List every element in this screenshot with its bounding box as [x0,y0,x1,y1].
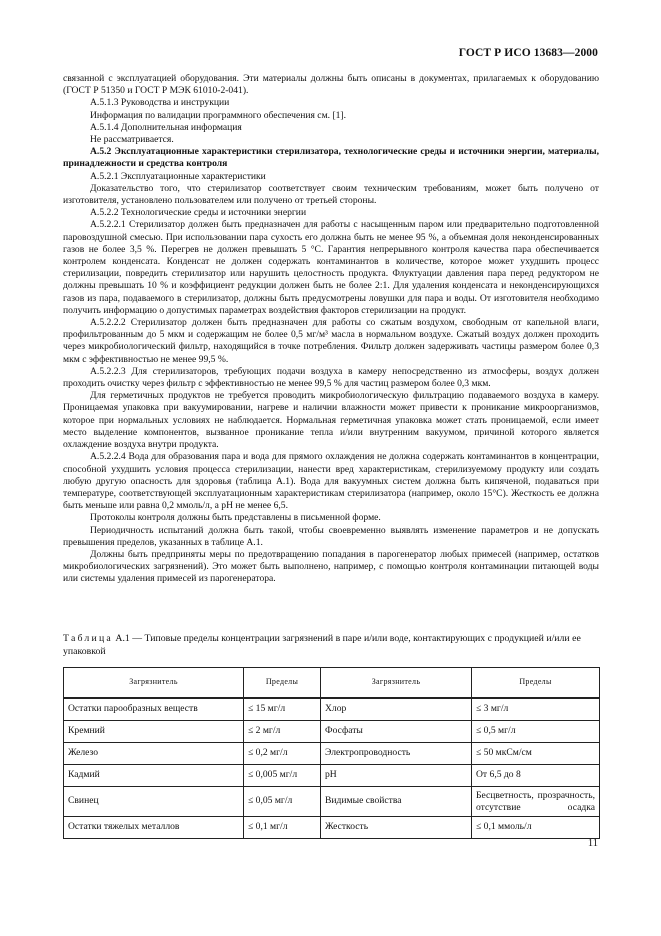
table-cell: ≤ 2 мг/л [244,721,321,743]
paragraph: связанной с эксплуатацией оборудования. Эти материалы должны быть описаны в документах, прилагаемых к оборудованию (ГОСТ Р 51350 и ГОСТ Р МЭК 61010-2-041). [63,73,599,97]
table-cell: Железо [64,743,244,765]
section-heading: А.5.1.3 Руководства и инструкции [90,97,230,109]
table-cell: Остатки парообразных веществ [64,698,244,721]
column-header: Пределы [472,668,600,699]
column-header: Пределы [244,668,321,699]
table-cell: Остатки тяжелых металлов [64,817,244,839]
column-header: Загрязнитель [64,668,244,699]
table-row [64,765,600,787]
table-cell: От 6,5 до 8 [472,765,600,787]
paragraph: Протоколы контроля должны быть представлены в письменной форме. [90,512,381,524]
table-cell: ≤ 15 мг/л [244,698,321,721]
table-cell: Бесцветность, прозрачность, отсутствие осадка [472,787,600,817]
table-row [64,787,600,817]
section-heading: А.5.2.1 Эксплуатационные характеристики [90,170,266,182]
table-row [64,743,600,765]
table-cell: ≤ 0,5 мг/л [472,721,600,743]
table-cell: ≤ 3 мг/л [472,698,600,721]
paragraph: А.5.2.2.4 Вода для образования пара и вода для прямого охлаждения не должна содержать контаминантов в концентрации, способной ухудшить условия процесса стерилизации, нанести вред характеристикам, стерилизуемому продукту или создать любую другую опасность для здоровья (таблица А.1). Вода для вакуумных систем должна быть кипяченой, подаваться при температуре, соответствующей эксплуатационным характеристикам стерилизатора (например, около 15°С). Жесткость ее должна быть меньше или равна 0,2 ммоль/л, а pH не менее 6,5. [63,451,599,512]
table-cell: ≤ 0,1 мг/л [244,817,321,839]
table-cell: Кадмий [64,765,244,787]
table-cell: Фосфаты [321,721,472,743]
paragraph: Информация по валидации программного обеспечения см. [1]. [90,109,347,121]
column-header: Загрязнитель [321,668,472,699]
document-code-header: ГОСТ Р ИСО 13683—2000 [458,47,598,59]
table-caption-label: Таблица [63,633,113,644]
table-cell: Электропроводность [321,743,472,765]
paragraph: Не рассматривается. [90,134,174,146]
paragraph: А.5.2.2.2 Стерилизатор должен быть предназначен для работы со сжатым воздухом, свободным от капельной влаги, профильтрованным до 5 мкм и содержащим не более 0,5 мг/м³ масла в нормальном воздухе. Сжатый воздух должен проходить через микробиологический фильтр, находящийся в точке потребления. Фильтр должен задерживать частицы размером более 0,3 мкм с эффективностью не менее 99,5 %. [63,317,599,365]
table-row [64,698,600,721]
table-cell: ≤ 0,1 ммоль/л [472,817,600,839]
table-caption [63,633,599,658]
paragraph: Для герметичных продуктов не требуется проводить микробиологическую фильтрацию подаваемого воздуха в камеру. Проницаемая упаковка при вакуумировании, нагреве и наличии влажности может привести к проникание микроорганизмов, которое при нормальных условиях не наблюдается. Нормальная герметичная упаковка может стать проницаемой, если имеет место выделение компонентов, вызванное проникание тепла и/или внутренним вакуумом, причиной которого является охлаждение воздуха внутри продукта. [63,390,599,451]
table-cell: Хлор [321,698,472,721]
table-cell: Видимые свойства [321,787,472,817]
paragraph: А.5.2.2.1 Стерилизатор должен быть предназначен для работы с насыщенным паром или предварительно подготовленной паровоздушной смесью. При использовании пара сухость его должна быть не менее 95 %, а объемная доля неконденсированных газов не более 3,5 %. Перегрев не должен превышать 5 °С. Гарантия непрерывного контроля качества пара обеспечивается контролем конденсата. Конденсат не должен содержать контаминантов в количестве, которое может ухудшить процесс стерилизации, повредить стерилизатор или нарушить целостность продукта. Флуктуации давления пара перед редуктором не должны превышать 10 % и коэффициент редукции должен быть не более 2:1. Для удаления конденсата и неконденсирующихся газов из пара, подаваемого в стерилизатор, должны быть предусмотрены ловушки для пара и воды. От изготовителя необходимо получить информацию о допустимых параметрах воздействия факторов стерилизации на продукт. [63,219,599,316]
table-cell: ≤ 0,05 мг/л [244,787,321,817]
table-row [64,817,600,839]
table-caption-text: А.1 — Типовые пределы концентрации загрязнений в паре и/или воде, контактирующих с продукцией и/или ее упаковкой [63,633,581,657]
table-cell: Кремний [64,721,244,743]
table-cell: ≤ 0,005 мг/л [244,765,321,787]
paragraph: А.5.2.2.3 Для стерилизаторов, требующих подачи воздуха в камеру непосредственно из атмосферы, воздух должен проходить очистку через фильтр с эффективностью не менее 99,5 % для частиц размером более 0,3 мкм. [63,365,599,390]
table-cell: ≤ 0,2 мг/л [244,743,321,765]
section-heading: А.5.1.4 Дополнительная информация [90,121,242,133]
section-heading: А.5.2.2 Технологические среды и источники энергии [90,207,307,219]
section-heading-bold: А.5.2 Эксплуатационные характеристики стерилизатора, технологические среды и источники энергии, материалы, принадлежности и средства контроля [63,146,599,170]
body-text [63,73,599,586]
paragraph: Периодичность испытаний должна быть такой, чтобы своевременно выявлять изменение параметров и не допускать превышения пределов, указанных в таблице А.1. [63,524,599,548]
table-cell: Свинец [64,787,244,817]
table-cell: pH [321,765,472,787]
page-number: 11 [587,838,598,849]
table-cell: Жесткость [321,817,472,839]
paragraph: Доказательство того, что стерилизатор соответствует своим техническим требованиям, может быть получено от изготовителя, установлено пользователем или получено от третьей стороны. [63,182,599,207]
table-header-row [64,668,600,699]
table-row [64,721,600,743]
table-cell: ≤ 50 мкСм/см [472,743,600,765]
paragraph: Должны быть предприняты меры по предотвращению попадания в парогенератор любых примесей (например, остатков микробиологических загрязнений). Это может быть выполнено, например, с помощью контроля контаминации питающей воды или системы удаления примесей из парогенератора. [63,548,599,585]
contaminant-limits-table [63,667,600,839]
